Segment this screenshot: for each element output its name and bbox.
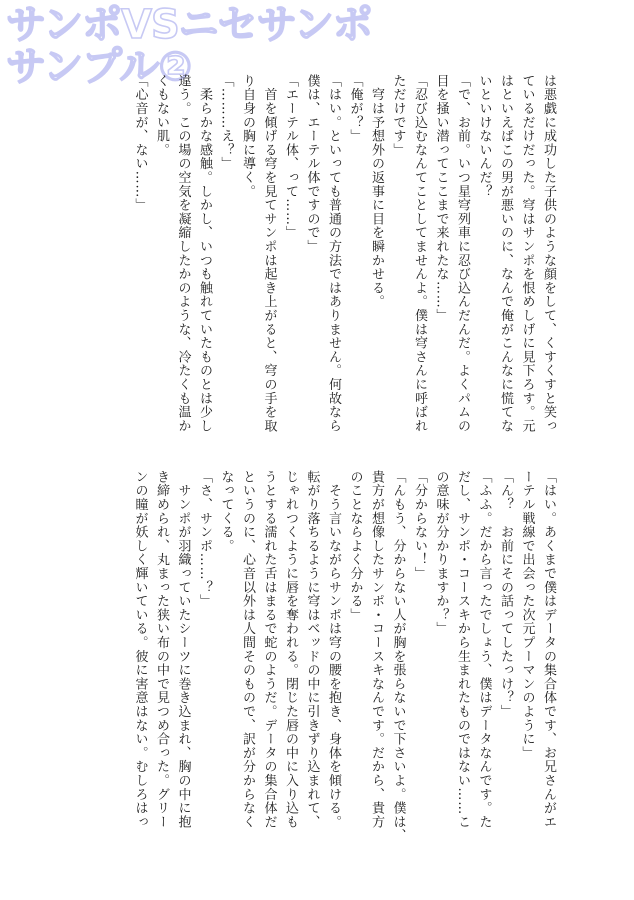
text-column: 「で、お前。いつ星穹列車に忍び込んだんだ。よくパムの xyxy=(455,74,470,433)
text-column: 違う。この場の空気を凝縮したかのような、冷たくも温か xyxy=(175,74,191,433)
text-column: ーテル戦線で出会った次元プーマンのように」 xyxy=(519,470,535,760)
text-column: ただけです」 xyxy=(390,74,406,157)
text-column: 「忍び込むなんてことしてませんよ。僕は穹さんに呼ばれ xyxy=(412,74,427,433)
text-column: 首を傾げる穹を見てサンポは起き上がると、穹の手を取 xyxy=(261,74,277,433)
text-column: 「ん？ お前にその話ってしたっけ？」 xyxy=(498,470,513,719)
text-column: というのに、心音以外は人間そのもので、訳が分からなく xyxy=(240,470,255,829)
text-column: 僕は、エーテル体ですので」 xyxy=(304,74,320,254)
text-column: はといえばこの男が悪いのに、なんで俺がこんなに慌てな xyxy=(498,74,513,433)
text-column: くもない肌。 xyxy=(154,74,169,157)
text-column: だし、サンポ・コースキから生まれたものではない……こ xyxy=(455,470,470,829)
text-column: き締められ、丸まった狭い布の中で見つめ合った。グリー xyxy=(154,470,169,829)
text-column: じゃれつくように唇を奪われる。閉じた唇の中に入り込も xyxy=(283,470,298,829)
text-column: いといけないんだ？ xyxy=(476,74,492,199)
text-column: 「………え？」 xyxy=(218,74,234,171)
text-column: 穹は予想外の返事に目を瞬かせる。 xyxy=(369,74,384,309)
text-column: のことならよく分かる」 xyxy=(347,470,363,622)
text-column: り自身の胸に導く。 xyxy=(240,74,255,199)
text-column: 「んもう、分からない人が胸を張らないで下さいよ。僕は、 xyxy=(390,470,406,843)
text-column: 「分からない！」 xyxy=(412,470,427,581)
text-column: 「心音が、ない……」 xyxy=(132,74,148,212)
text-column: 「はい。といっても普通の方法ではありません。何故なら xyxy=(326,74,341,433)
text-column: の意味が分かりますか？」 xyxy=(433,470,449,636)
text-column: 「俺が？」 xyxy=(347,74,363,143)
title-line-1: サンポVSニセサンポ xyxy=(6,2,372,48)
text-column: 「ふふ。だから言ったでしょう、僕はデータなんです。た xyxy=(476,470,492,829)
text-column: 目を掻い潜ってここまで来れたな……」 xyxy=(433,74,449,323)
text-column: は悪戯に成功した子供のような顔をして、くすくすと笑っ xyxy=(541,74,556,433)
text-column: 柔らかな感触。しかし、いつも触れていたものとは少し xyxy=(197,74,212,433)
title-line-2: サンプル② xyxy=(6,44,192,90)
text-column: ンの瞳が妖しく輝いている。彼に害意はない。むしろはっ xyxy=(132,470,148,829)
text-column: 「はい。あくまで僕はデータの集合体です、お兄さんがエ xyxy=(541,470,556,829)
text-column: うとする濡れた舌はまるで蛇のようだ。データの集合体だ xyxy=(261,470,277,829)
text-column: 転がり落ちるように穹はベッドの中に引きずり込まれて、 xyxy=(304,470,320,829)
text-column: 貴方が想像したサンポ・コースキなんです。だから、貴方 xyxy=(369,470,384,829)
lower-text-block xyxy=(129,470,559,843)
text-column: なってくる。 xyxy=(218,470,234,553)
text-column: 「さ、サンポ……？」 xyxy=(197,470,212,608)
upper-text-block xyxy=(129,74,559,442)
text-column: そう言いながらサンポは穹の腰を抱き、身体を傾ける。 xyxy=(326,470,341,829)
text-column: ているだけだった。穹はサンポを恨めしげに見下ろす。元 xyxy=(519,74,535,433)
text-column: 「エーテル体、って……」 xyxy=(283,74,298,240)
text-column: サンポが羽織っていたシーツに巻き込まれ、胸の中に抱 xyxy=(175,470,191,829)
